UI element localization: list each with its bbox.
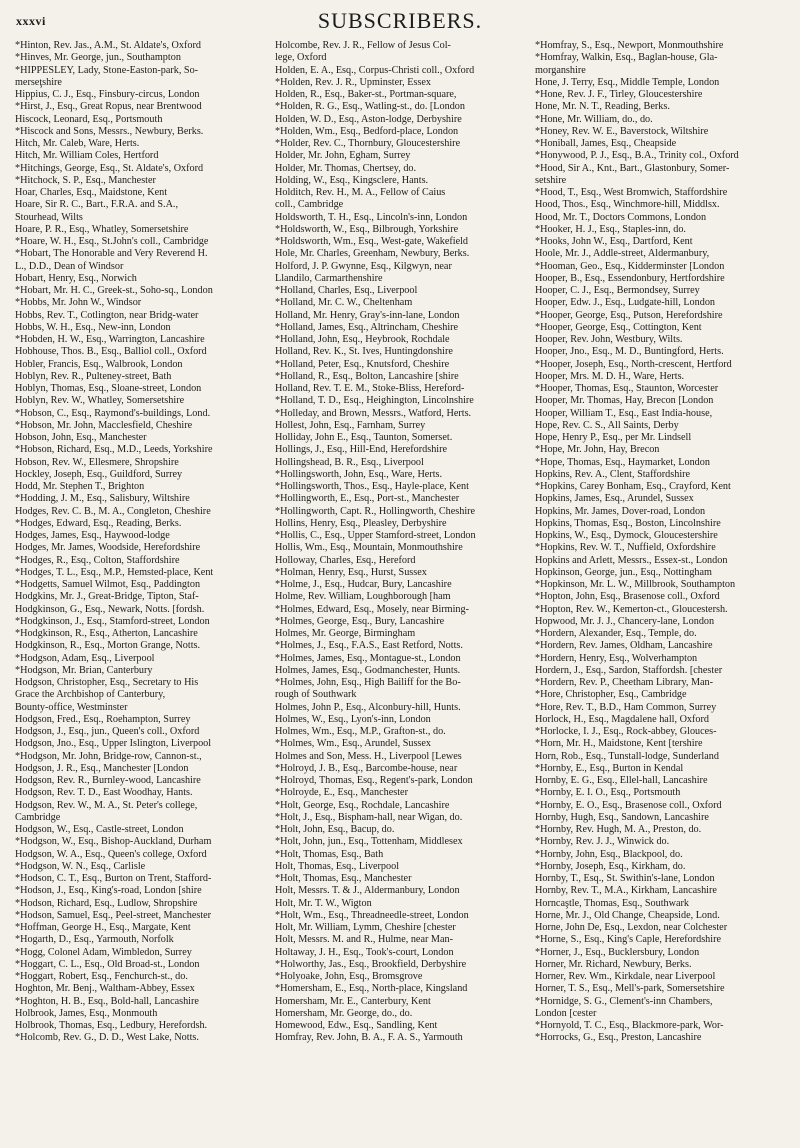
subscriber-entry-line: *Holland, T. D., Esq., Heighington, Lincolnshire [275, 395, 474, 407]
subscriber-entry-line: Hiscock, Leonard, Esq., Portsmouth [15, 113, 163, 125]
subscriber-entry-line: *Holmes, Wm., Esq., Arundel, Sussex [275, 738, 432, 750]
subscriber-entry-line: *Hornby, John, Esq., Blackpool, do. [535, 848, 683, 860]
subscriber-entry-line: Llandilo, Carmarthenshire [275, 272, 383, 284]
subscriber-entry-line: *Holmes, John, Esq., High Bailiff for the Bo- [275, 677, 461, 688]
subscriber-entry-line: *Hodges, R., Esq., Colton, Staffordshire [15, 554, 180, 566]
subscriber-entry-line: Hone, Mr. N. T., Reading, Berks. [535, 101, 670, 113]
subscriber-entry-line: *Hodson, Richard, Esq., Ludlow, Shropshire [15, 897, 198, 909]
subscriber-entry-line: Hoole, Mr. J., Addle-street, Aldermanbury, [535, 248, 710, 260]
subscriber-entry-line: *Hopkins, Carey Bonham, Esq., Crayford, Kent [535, 481, 731, 492]
subscriber-entry-line: *Holmes, George, Esq., Bury, Lancashire [275, 615, 445, 627]
subscriber-entry-line: Hooper, Edw. J., Esq., Ludgate-hill, London [535, 297, 716, 309]
subscriber-entry-line: Holder, Mr. John, Egham, Surrey [275, 150, 411, 162]
subscriber-entry-line: Holland, Rev. T. E. M., Stoke-Bliss, Hereford- [275, 383, 465, 394]
subscriber-entry-line: *Holmes, James, Esq., Montague-st., London [275, 652, 461, 664]
subscriber-entry-line: Bounty-office, Westminster [15, 701, 128, 713]
subscriber-entry-line: *Holt, Thomas, Esq., Bath [275, 848, 384, 860]
subscriber-entry-line: *Hoggart, C. L., Esq., Old Broad-st., London [15, 958, 200, 970]
subscriber-entry-line: Holford, J. P. Gwynne, Esq., Kilgwyn, near [275, 260, 452, 272]
subscriber-entry-line: Hoblyn, Rev. W., Whatley, Somersetshire [15, 395, 185, 407]
subscriber-entry-line: *Hornby, E. O., Esq., Brasenose coll., Oxford [535, 799, 722, 811]
subscriber-entry-line: L., D.D., Dean of Windsor [15, 260, 124, 272]
subscriber-entry-line: Hopkins, Thomas, Esq., Boston, Lincolnshire [535, 517, 721, 529]
subscriber-entry-line: lege, Oxford [275, 52, 327, 64]
subscriber-entry-line: Holt, Thomas, Esq., Liverpool [275, 860, 400, 872]
subscriber-entry-line: *Hobart, The Honorable and Very Reverend H. [15, 248, 208, 260]
subscriber-entry-line: *Hitchock, S. P., Esq., Manchester [15, 174, 156, 186]
subscriber-entry-line: *Hinves, Mr. George, jun., Southampton [15, 52, 181, 64]
subscriber-entry-line: *Holmes, Edward, Esq., Mosely, near Birming- [275, 603, 469, 615]
subscriber-entry-line: *Hopkinson, Mr. L. W., Millbrook, Southampton [535, 579, 736, 590]
subscriber-entry-line: Hoghton, Mr. Benj., Waltham-Abbey, Essex [15, 983, 195, 995]
subscriber-entry-line: *Holmes, J., Esq., F.A.S., East Retford, Notts. [275, 640, 463, 652]
subscriber-entry-line: *HIPPESLEY, Lady, Stone-Easton-park, So- [15, 64, 199, 76]
subscriber-entry-line: *Hoghton, H. B., Esq., Bold-hall, Lancashire [15, 995, 199, 1007]
subscriber-entry-line: *Hodgkinson, R., Esq., Atherton, Lancashire [15, 628, 198, 639]
subscriber-entry-line: *Holt, J., Esq., Bispham-hall, near Wigan, do. [275, 811, 463, 823]
subscriber-entry-line: *Hornby, Joseph, Esq., Kirkham, do. [535, 860, 686, 872]
subscriber-entry-line: Hitch, Mr. William Coles, Hertford [15, 150, 159, 162]
subscriber-entry-line: Hippius, C. J., Esq., Finsbury-circus, London [15, 89, 200, 100]
subscriber-entry-line: *Holworthy, Jas., Esq., Brookfield, Derbyshire [275, 958, 467, 970]
subscriber-entry-line: Hopkins and Arlett, Messrs., Essex-st., London [535, 554, 728, 566]
subscriber-entry-line: *Hoggart, Robert, Esq., Fenchurch-st., do. [15, 971, 188, 982]
subscriber-entry-line: Hodd, Mr. Stephen T., Brighton [15, 481, 145, 492]
subscriber-entry-line: Cambridge [15, 811, 61, 823]
subscriber-entry-line: *Hooker, H. J., Esq., Staples-inn, do. [535, 223, 686, 235]
subscriber-entry-line: Holtaway, J. H., Esq., Took's-court, London [275, 946, 454, 958]
subscriber-entry-line: Hodgkinson, R., Esq., Morton Grange, Notts. [15, 640, 201, 652]
subscriber-entry-line: Holbrook, James, Esq., Monmouth [15, 1007, 158, 1019]
subscriber-entry-line: setshire [535, 174, 567, 186]
subscriber-entry-line: Hooper, Mr. Thomas, Hay, Brecon [London [535, 395, 714, 407]
subscriber-entry-line: Hopkins, W., Esq., Dymock, Gloucestershire [535, 530, 718, 541]
subscriber-entry-line: Hoare, P. R., Esq., Whatley, Somersetshire [15, 223, 189, 235]
subscriber-entry-line: Hornby, Rev. T., M.A., Kirkham, Lancashire [535, 885, 717, 897]
subscriber-entry-line: *Hordern, Rev. James, Oldham, Lancashire [535, 640, 713, 652]
subscriber-entry-line: *Hooper, Joseph, Esq., North-crescent, Hertford [535, 358, 732, 370]
subscriber-entry-line: Holt, Mr. William, Lymm, Cheshire [chester [275, 922, 456, 933]
subscriber-entry-line: *Holme, J., Esq., Hudcar, Bury, Lancashire [275, 579, 452, 590]
subscriber-entry-line: Holmes and Son, Mess. H., Liverpool [Lewes [275, 750, 462, 762]
subscriber-entry-line: Hodgkinson, G., Esq., Newark, Notts. [fordsh. [15, 603, 205, 615]
subscriber-entry-line: *Hobson, Mr. John, Macclesfield, Cheshire [15, 419, 193, 431]
subscriber-entry-line: *Horner, J., Esq., Bucklersbury, London [535, 946, 700, 958]
subscriber-entry-line: Hooper, Jno., Esq., M. D., Buntingford, Herts. [535, 346, 724, 358]
subscriber-entry-line: Homersham, Mr. George, do., do. [275, 1007, 413, 1019]
subscriber-entry-line: Holmes, John P., Esq., Alconbury-hill, Hunts. [275, 701, 461, 713]
subscriber-entry-line: Holding, W., Esq., Kingsclere, Hants. [275, 174, 429, 186]
subscriber-entry-line: *Holt, John, jun., Esq., Tottenham, Middlesex [275, 836, 463, 848]
subscriber-entry-line: *Horrocks, G., Esq., Preston, Lancashire [535, 1032, 702, 1044]
subscriber-column-left [15, 40, 265, 1144]
subscriber-entry-line: Holland, Rev. K., St. Ives, Huntingdonshire [275, 346, 453, 358]
subscriber-entry-line: Holliday, John E., Esq., Taunton, Somerset. [275, 432, 453, 443]
subscriber-entry-line: *Hoffman, George H., Esq., Margate, Kent [15, 922, 191, 933]
subscriber-entry-line: Hooper, William T., Esq., East India-house, [535, 407, 713, 419]
subscriber-entry-line: *Hone, Rev. J. F., Tirley, Gloucestershire [535, 89, 703, 100]
subscriber-entry-line: *Holden, Wm., Esq., Bedford-place, London [275, 125, 459, 137]
subscriber-entry-line: *Holland, Charles, Esq., Liverpool [275, 285, 418, 296]
subscriber-entry-line: Hobler, Francis, Esq., Walbrook, London [15, 358, 183, 370]
subscriber-entry-line: *Hodges, Edward, Esq., Reading, Berks. [15, 517, 182, 529]
subscriber-entry-line: *Honywood, P. J., Esq., B.A., Trinity col., Oxford [535, 150, 739, 162]
subscriber-entry-line: Hodges, Mr. James, Woodside, Herefordshire [15, 542, 201, 554]
subscriber-entry-line: *Hopkins, Rev. W. T., Nuffield, Oxfordshire [535, 542, 716, 554]
subscriber-entry-line: *Holdsworth, Wm., Esq., West-gate, Wakefield [275, 236, 469, 247]
subscriber-entry-line: Hollings, J., Esq., Hill-End, Herefordshire [275, 444, 448, 456]
subscriber-entry-line: Hodgson, W. A., Esq., Queen's college, Oxford [15, 848, 207, 860]
subscriber-entry-line: *Holland, James, Esq., Altrincham, Cheshire [275, 321, 459, 333]
subscriber-entry-line: *Holt, John, Esq., Bacup, do. [275, 824, 395, 835]
subscriber-entry-line: Hobbs, Rev. T., Cotlington, near Bridg-water [15, 309, 199, 321]
subscriber-entry-line: Horlock, H., Esq., Magdalene hall, Oxford [535, 713, 709, 725]
subscriber-entry-line: Hopkins, Mr. James, Dover-road, London [535, 505, 706, 517]
subscriber-entry-line: *Hooper, George, Esq., Putson, Herefordshire [535, 309, 723, 321]
subscriber-entry-line: Hornby, Hugh, Esq., Sandown, Lancashire [535, 811, 709, 823]
subscriber-entry-line: Hordern, J., Esq., Sardon, Staffordsh. [chester [535, 664, 723, 676]
subscriber-entry-line: Horner, Rev. Wm., Kirkdale, near Liverpool [535, 971, 716, 982]
subscriber-entry-line: *Holt, George, Esq., Rochdale, Lancashire [275, 799, 450, 811]
subscriber-entry-line: Hobbs, W. H., Esq., New-inn, London [15, 321, 171, 333]
subscriber-entry-line: Hodgson, Christopher, Esq., Secretary to His [15, 677, 199, 688]
subscriber-entry-line: *Holt, Wm., Esq., Threadneedle-street, London [275, 909, 469, 921]
subscriber-entry-line: *Hobson, C., Esq., Raymond's-buildings, Lond. [15, 407, 211, 419]
subscriber-entry-line: *Holland, Peter, Esq., Knutsford, Cheshire [275, 358, 450, 370]
subscriber-entry-line: Hodgson, Rev. W., M. A., St. Peter's college, [15, 799, 198, 811]
page-title: SUBSCRIBERS. [317, 8, 483, 33]
subscriber-entry-line: *Holder, Rev. C., Thornbury, Gloucestershire [275, 138, 461, 149]
subscriber-entry-line: *Holroyd, J. B., Esq., Barcombe-house, near [275, 762, 458, 774]
subscriber-entry-line: *Hogarth, D., Esq., Yarmouth, Norfolk [15, 934, 174, 946]
subscriber-entry-line: Holmes, Wm., Esq., M.P., Grafton-st., do. [275, 726, 446, 737]
subscriber-entry-line: Grace the Archbishop of Canterbury, [15, 689, 166, 701]
subscriber-entry-line: *Hodgson, Mr. Brian, Canterbury [15, 664, 153, 676]
subscriber-entry-line: Hoar, Charles, Esq., Maidstone, Kent [15, 187, 168, 198]
subscriber-entry-line: *Hinton, Rev. Jas., A.M., St. Aldate's, Oxford [15, 40, 201, 51]
subscriber-column-middle [275, 40, 525, 1144]
subscriber-entry-line: *Hollingworth, E., Esq., Port-st., Manchester [275, 493, 460, 505]
subscriber-entry-line: *Hodson, Samuel, Esq., Peel-street, Manchester [15, 909, 212, 921]
subscriber-entry-line: Hooper, C. J., Esq., Bermondsey, Surrey [535, 285, 700, 296]
subscriber-entry-line: Hodgson, Rev. T. D., East Woodhay, Hants. [15, 787, 193, 799]
subscriber-entry-line: Hoblyn, Thomas, Esq., Sloane-street, London [15, 383, 202, 394]
subscriber-entry-line: *Hordern, Henry, Esq., Wolverhampton [535, 652, 698, 664]
subscriber-entry-line: *Hollis, C., Esq., Upper Stamford-street, London [275, 530, 476, 541]
subscriber-entry-line: Hooper, B., Esq., Essendonbury, Hertfordshire [535, 272, 725, 284]
subscriber-entry-line: *Holman, Henry, Esq., Hurst, Sussex [275, 566, 427, 578]
subscriber-entry-line: *Hobson, Richard, Esq., M.D., Leeds, Yorkshire [15, 444, 213, 456]
subscriber-entry-line: *Horn, Mr. H., Maidstone, Kent [tershire [535, 738, 703, 750]
subscriber-entry-line: Hodgson, Fred., Esq., Roehampton, Surrey [15, 713, 191, 725]
subscriber-entry-line: *Hollingworth, Capt. R., Hollingworth, Cheshire [275, 505, 476, 517]
subscriber-entry-line: *Hornby, E. I. O., Esq., Portsmouth [535, 787, 681, 799]
subscriber-entry-line: Holden, R., Esq., Baker-st., Portman-square, [275, 89, 457, 100]
subscriber-entry-line: Hooper, Rev. John, Westbury, Wilts. [535, 334, 683, 345]
subscriber-entry-line: Hockley, Joseph, Esq., Guildford, Surrey [15, 468, 183, 480]
subscriber-entry-line: *Hobden, H. W., Esq., Warrington, Lancashire [15, 334, 205, 345]
subscriber-entry-line: Hobson, John, Esq., Manchester [15, 432, 147, 443]
subscriber-entry-line: *Hodgson, Adam, Esq., Liverpool [15, 652, 155, 664]
subscriber-entry-line: *Hooper, Thomas, Esq., Staunton, Worcester [535, 383, 719, 394]
subscriber-entry-line: *Hirst, J., Esq., Great Ropus, near Brentwood [15, 101, 202, 113]
subscriber-entry-line: *Holdsworth, W., Esq., Bilbrough, Yorkshire [275, 223, 459, 235]
subscriber-entry-line: *Hooper, George, Esq., Cottington, Kent [535, 321, 702, 333]
subscriber-entry-line: *Homfray, S., Esq., Newport, Monmouthshire [535, 40, 724, 51]
subscriber-entry-line: Hobson, Rev. W., Ellesmere, Shropshire [15, 456, 179, 468]
subscriber-entry-line: coll., Cambridge [275, 199, 344, 211]
subscriber-entry-line: *Hitchings, George, Esq., St. Aldate's, Oxford [15, 162, 204, 174]
page-number: xxxvi [16, 14, 46, 28]
subscriber-entry-line: Hodgson, J., Esq., jun., Queen's coll., Oxford [15, 726, 200, 737]
subscriber-entry-line: *Hordern, Alexander, Esq., Temple, do. [535, 628, 697, 639]
subscriber-entry-line: *Hodgson, W. N., Esq., Carlisle [15, 860, 146, 872]
subscriber-entry-line: Holt, Messrs. M. and R., Hulme, near Man- [275, 934, 453, 946]
subscriber-entry-line: Stourhead, Wilts [15, 211, 83, 223]
subscriber-entry-line: Holt, Mr. T. W., Wigton [275, 897, 372, 909]
subscriber-entry-line: *Holland, John, Esq., Heybrook, Rochdale [275, 334, 450, 345]
subscriber-entry-line: *Holroyd, Thomas, Esq., Regent's-park, London [275, 775, 473, 786]
subscriber-entry-line: Holcombe, Rev. J. R., Fellow of Jesus Col- [275, 40, 451, 51]
subscriber-entry-line: *Hiscock and Sons, Messrs., Newbury, Berks. [15, 125, 204, 137]
subscriber-columns [15, 40, 785, 1144]
subscriber-entry-line: *Hodges, T. L., Esq., M.P., Hemsted-place, Kent [15, 566, 214, 578]
subscriber-entry-line: *Holden, R. G., Esq., Watling-st., do. [London [275, 101, 465, 113]
subscriber-entry-line: Horncaştle, Thomas, Esq., Southwark [535, 897, 690, 909]
subscriber-entry-line: *Hopton, John, Esq., Brasenose coll., Oxford [535, 591, 720, 603]
page-header [0, 8, 800, 36]
subscriber-entry-line: *Honey, Rev. W. E., Baverstock, Wiltshire [535, 125, 709, 137]
subscriber-entry-line: Hodgkins, Mr. J., Great-Bridge, Tipton, Staf- [15, 591, 199, 603]
subscriber-entry-line: Hopwood, Mr. J. J., Chancery-lane, London [535, 615, 715, 627]
subscriber-entry-line: *Horlocke, I. J., Esq., Rock-abbey, Glouces- [535, 726, 717, 737]
subscriber-entry-line: Holland, Mr. Henry, Gray's-inn-lane, London [275, 309, 460, 321]
subscriber-entry-line: *Hornby, Rev. J. J., Winwick do. [535, 836, 670, 848]
subscriber-entry-line: *Honiball, James, Esq., Cheapside [535, 138, 677, 149]
subscriber-entry-line: *Holcomb, Rev. G., D. D., West Lake, Notts. [15, 1032, 199, 1044]
subscriber-entry-line: *Hordern, Rev. P., Cheetham Library, Man- [535, 677, 714, 688]
subscriber-entry-line: *Hogg, Colonel Adam, Wimbledon, Surrey [15, 946, 192, 958]
subscriber-entry-line: Hodgson, J. R., Esq., Manchester [London [15, 762, 189, 774]
subscriber-entry-line: *Hore, Christopher, Esq., Cambridge [535, 689, 687, 701]
subscriber-entry-line: *Hobart, Mr. H. C., Greek-st., Soho-sq., London [15, 285, 213, 296]
subscriber-entry-line: Holt, Messrs. T. & J., Aldermanbury, London [275, 885, 460, 897]
subscriber-entry-line: *Holland, Mr. C. W., Cheltenham [275, 297, 413, 309]
subscriber-entry-line: *Hornby, E., Esq., Burton in Kendal [535, 762, 684, 774]
subscriber-entry-line: Hopkins, James, Esq., Arundel, Sussex [535, 493, 694, 505]
subscriber-entry-line: Homfray, Rev. John, B. A., F. A. S., Yarmouth [275, 1032, 463, 1044]
subscriber-entry-line: Hope, Henry P., Esq., per Mr. Lindsell [535, 432, 692, 443]
subscriber-entry-line: Hornby, T., Esq., St. Swithin's-lane, London [535, 873, 715, 884]
subscriber-entry-line: *Holden, Rev. J. R., Upminster, Essex [275, 76, 431, 88]
subscriber-entry-line: *Hodding, J. M., Esq., Salisbury, Wiltshire [15, 493, 190, 505]
subscriber-entry-line: *Hope, Thomas, Esq., Haymarket, London [535, 456, 710, 468]
subscriber-entry-line: *Holyoake, John, Esq., Bromsgrove [275, 971, 423, 982]
subscriber-entry-line: Hopkinson, George, jun., Esq., Nottingham [535, 566, 712, 578]
subscriber-entry-line: Holder, Mr. Thomas, Chertsey, do. [275, 162, 417, 174]
subscriber-entry-line: Hodgson, Rev. R., Burnley-wood, Lancashire [15, 775, 201, 786]
subscriber-entry-line: *Homfray, Walkin, Esq., Baglan-house, Gla- [535, 52, 718, 64]
subscriber-entry-line: *Holland, R., Esq., Bolton, Lancashire [shire [275, 370, 459, 382]
subscriber-entry-line: *Hodson, J., Esq., King's-road, London [shire [15, 885, 202, 897]
subscriber-entry-line: Hope, Rev. C. S., All Saints, Derby [535, 419, 679, 431]
subscriber-entry-line: *Hodgkinson, J., Esq., Stamford-street, London [15, 615, 210, 627]
subscriber-entry-line: Hood, Mr. T., Doctors Commons, London [535, 211, 707, 223]
subscriber-entry-line: Holditch, Rev. H., M. A., Fellow of Caius [275, 187, 446, 198]
subscriber-entry-line: *Hope, Mr. John, Hay, Brecon [535, 444, 660, 456]
subscriber-entry-line: *Hone, Mr. William, do., do. [535, 113, 653, 125]
subscriber-entry-line: Horn, Rob., Esq., Tunstall-lodge, Sunderland [535, 750, 719, 762]
subscriber-entry-line: Holbrook, Thomas, Esq., Ledbury, Herefordsh. [15, 1020, 208, 1031]
subscriber-entry-line: *Hobbs, Mr. John W., Windsor [15, 297, 142, 309]
subscriber-entry-line: Hopkins, Rev. A., Clent, Staffordshire [535, 468, 691, 480]
subscriber-entry-line: Holmes, James, Esq., Godmanchester, Hunts. [275, 664, 461, 676]
subscriber-entry-line: *Hood, T., Esq., West Bromwich, Staffordshire [535, 187, 728, 198]
subscriber-entry-line: rough of Southwark [275, 689, 357, 701]
subscriber-entry-line: *Hodgson, Mr. John, Bridge-row, Cannon-st., [15, 750, 202, 762]
subscriber-entry-line: Hitch, Mr. Caleb, Ware, Herts. [15, 138, 140, 149]
subscriber-entry-line: Hooper, Mrs. M. D. H., Ware, Herts. [535, 370, 685, 382]
subscriber-entry-line: Hollest, John, Esq., Farnham, Surrey [275, 419, 426, 431]
subscriber-entry-line: Horner, Mr. Richard, Newbury, Berks. [535, 958, 692, 970]
subscriber-entry-line: *Hodgetts, Samuel Wilmot, Esq., Paddington [15, 579, 201, 590]
subscriber-entry-line: Hoare, Sir R. C., Bart., F.R.A. and S.A., [15, 199, 179, 211]
subscriber-entry-line: Horner, T. S., Esq., Mell's-park, Somersetshire [535, 983, 725, 995]
subscriber-entry-line: Horne, John De, Esq., Lexdon, near Colchester [535, 922, 728, 933]
subscriber-entry-line: Hollingshead, B. R., Esq., Liverpool [275, 456, 424, 468]
subscriber-entry-line: *Hollingsworth, John, Esq., Ware, Herts. [275, 468, 443, 480]
subscriber-entry-line: *Holroyde, E., Esq., Manchester [275, 787, 408, 799]
subscriber-entry-line: *Hornyold, T. C., Esq., Blackmore-park, Wor- [535, 1020, 724, 1031]
subscriber-entry-line: *Hollingsworth, Thos., Esq., Hayle-place, Kent [275, 481, 469, 492]
subscriber-entry-line: *Hoare, W. H., Esq., St.John's coll., Cambridge [15, 236, 209, 247]
subscriber-entry-line: *Hooks, John W., Esq., Dartford, Kent [535, 236, 693, 247]
subscriber-entry-line: *Hood, Sir A., Knt., Bart., Glastonbury, Somer- [535, 162, 730, 174]
subscriber-entry-line: Hornby, E. G., Esq., Ellel-hall, Lancashire [535, 775, 708, 786]
subscriber-entry-line: *Hornidge, S. G., Clement's-inn Chambers, [535, 995, 713, 1007]
subscriber-entry-line: *Hodgson, W., Esq., Bishop-Auckland, Durham [15, 836, 212, 848]
subscriber-entry-line: *Horne, S., Esq., King's Caple, Herefordshire [535, 934, 722, 946]
subscriber-entry-line: Hoblyn, Rev. R., Pulteney-street, Bath [15, 370, 172, 382]
subscriber-entry-line: Holme, Rev. William, Loughborough [ham [275, 591, 451, 603]
subscriber-entry-line: Holden, W. D., Esq., Aston-lodge, Derbyshire [275, 113, 462, 125]
subscriber-entry-line: Hone, J. Terry, Esq., Middle Temple, London [535, 76, 720, 88]
subscriber-entry-line: *Homersham, E., Esq., North-place, Kingsland [275, 983, 468, 995]
subscriber-entry-line: *Hopton, Rev. W., Kemerton-ct., Gloucestersh. [535, 603, 728, 615]
subscriber-entry-line: Holloway, Charles, Esq., Hereford [275, 554, 416, 566]
subscriber-entry-line: Hodges, Rev. C. B., M. A., Congleton, Cheshire [15, 505, 211, 517]
subscriber-entry-line: *Hornby, Rev. Hugh, M. A., Preston, do. [535, 824, 702, 835]
subscriber-entry-line: morganshire [535, 64, 586, 76]
subscriber-entry-line: merseţshire [15, 76, 62, 88]
subscriber-entry-line: Horne, Mr. J., Old Change, Cheapside, Lond. [535, 909, 720, 921]
subscriber-entry-line: Hood, Thos., Esq., Winchmore-hill, Middlsx. [535, 199, 720, 211]
subscriber-entry-line: Holden, E. A., Esq., Corpus-Christi coll., Oxford [275, 64, 475, 76]
subscriber-entry-line: London [cester [535, 1007, 597, 1019]
subscriber-entry-line: Hodgson, W., Esq., Castle-street, London [15, 824, 184, 835]
subscriber-entry-line: Hole, Mr. Charles, Greenham, Newbury, Berks. [275, 248, 470, 260]
subscriber-column-right [535, 40, 785, 1144]
subscriber-entry-line: *Holleday, and Brown, Messrs., Watford, Herts. [275, 407, 472, 419]
subscriber-entry-line: *Hore, Rev. T., B.D., Ham Common, Surrey [535, 701, 717, 713]
subscriber-entry-line: Hollins, Henry, Esq., Pleasley, Derbyshire [275, 517, 447, 529]
subscriber-entry-line: *Hodson, C. T., Esq., Burton on Trent, Stafford- [15, 873, 212, 884]
subscriber-entry-line: Holdsworth, T. H., Esq., Lincoln's-inn, London [275, 211, 468, 223]
subscriber-entry-line: Holmes, Mr. George, Birmingham [275, 628, 416, 639]
subscriber-entry-line: Homewood, Edw., Esq., Sandling, Kent [275, 1020, 438, 1031]
subscriber-entry-line: Hobart, Henry, Esq., Norwich [15, 272, 137, 284]
subscriber-entry-line: Hodgson, Jno., Esq., Upper Islington, Liverpool [15, 738, 212, 750]
subscriber-entry-line: Hobhouse, Thos. B., Esq., Balliol coll., Oxford [15, 346, 207, 358]
subscriber-entry-line: *Hooman, Geo., Esq., Kidderminster [London [535, 260, 725, 272]
subscriber-entry-line: Hodges, James, Esq., Haywood-lodge [15, 530, 170, 541]
subscriber-entry-line: Hollis, Wm., Esq., Mountain, Monmouthshire [275, 542, 463, 554]
subscriber-entry-line: Holmes, W., Esq., Lyon's-inn, London [275, 713, 431, 725]
subscriber-entry-line: *Holt, Thomas, Esq., Manchester [275, 873, 412, 884]
subscriber-entry-line: Homersham, Mr. E., Canterbury, Kent [275, 995, 431, 1007]
